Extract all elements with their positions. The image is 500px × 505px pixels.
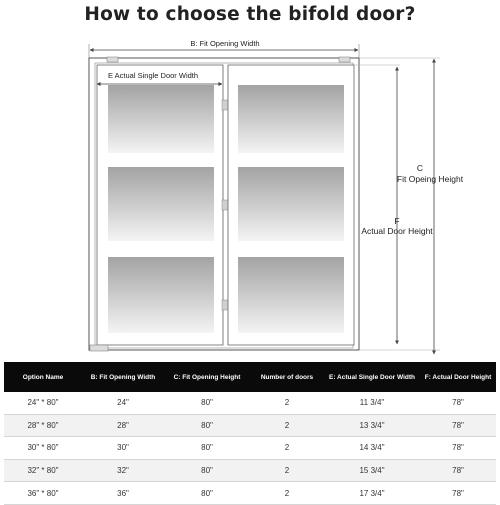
label-f-letter: F (394, 216, 400, 226)
left-door-panel-bottom (108, 257, 214, 333)
cell-fit-opening-width: 24" (82, 392, 164, 414)
table-header-row (4, 362, 496, 392)
cell-actual-single-door-width: 13 3/4" (324, 414, 420, 437)
cell-fit-opening-height: 80" (164, 437, 250, 460)
table-row (4, 459, 496, 482)
cell-fit-opening-height: 80" (164, 459, 250, 482)
right-door-panel-bottom (238, 257, 344, 333)
top-pivot-left (107, 57, 118, 62)
cell-fit-opening-height: 80" (164, 414, 250, 437)
label-actual-single-door-width: E Actual Single Door Width (108, 71, 199, 80)
cell-fit-opening-width: 36" (82, 482, 164, 505)
label-actual-door-height: Actual Door Height (361, 226, 433, 236)
cell-option-name: 30" * 80" (4, 437, 82, 460)
table-row (4, 414, 496, 437)
header-actual-door-height: F: Actual Door Height (420, 362, 496, 392)
cell-fit-opening-width: 30" (82, 437, 164, 460)
bottom-pivot (90, 345, 108, 351)
cell-option-name: 32" * 80" (4, 459, 82, 482)
table-row (4, 437, 496, 460)
table-row (4, 482, 496, 505)
cell-fit-opening-height: 80" (164, 392, 250, 414)
cell-option-name: 24" * 80" (4, 392, 82, 414)
header-actual-single-door-width: E: Actual Single Door Width (324, 362, 420, 392)
cell-actual-door-height: 78" (420, 459, 496, 482)
label-fit-opening-height: Fit Opeing Height (396, 174, 464, 184)
cell-actual-door-height: 78" (420, 414, 496, 437)
cell-actual-single-door-width: 14 3/4" (324, 437, 420, 460)
header-fit-opening-height: C: Fit Opening Height (164, 362, 250, 392)
cell-fit-opening-height: 80" (164, 482, 250, 505)
cell-actual-single-door-width: 15 3/4" (324, 459, 420, 482)
cell-actual-door-height: 78" (420, 392, 496, 414)
cell-fit-opening-width: 32" (82, 459, 164, 482)
cell-option-name: 28" * 80" (4, 414, 82, 437)
cell-actual-door-height: 78" (420, 437, 496, 460)
cell-fit-opening-width: 28" (82, 414, 164, 437)
cell-actual-single-door-width: 11 3/4" (324, 392, 420, 414)
cell-number-of-doors: 2 (250, 459, 324, 482)
right-door-panel-middle (238, 167, 344, 241)
cell-number-of-doors: 2 (250, 437, 324, 460)
cell-actual-door-height: 78" (420, 482, 496, 505)
label-c-letter: C (416, 163, 424, 173)
left-door-panel-middle (108, 167, 214, 241)
cell-option-name: 36" * 80" (4, 482, 82, 505)
header-option-name: Option Name (4, 362, 82, 392)
header-number-of-doors: Number of doors (250, 362, 324, 392)
page-title: How to choose the bifold door? (84, 4, 416, 25)
cell-number-of-doors: 2 (250, 414, 324, 437)
top-pivot-right (339, 57, 350, 62)
left-door-panel-top (108, 85, 214, 153)
cell-number-of-doors: 2 (250, 392, 324, 414)
table-row (4, 392, 496, 414)
size-table (4, 362, 496, 505)
right-door-panel-top (238, 85, 344, 153)
header-fit-opening-width: B: Fit Opening Width (82, 362, 164, 392)
label-fit-opening-width: B: Fit Opening Width (190, 39, 260, 48)
cell-actual-single-door-width: 17 3/4" (324, 482, 420, 505)
cell-number-of-doors: 2 (250, 482, 324, 505)
